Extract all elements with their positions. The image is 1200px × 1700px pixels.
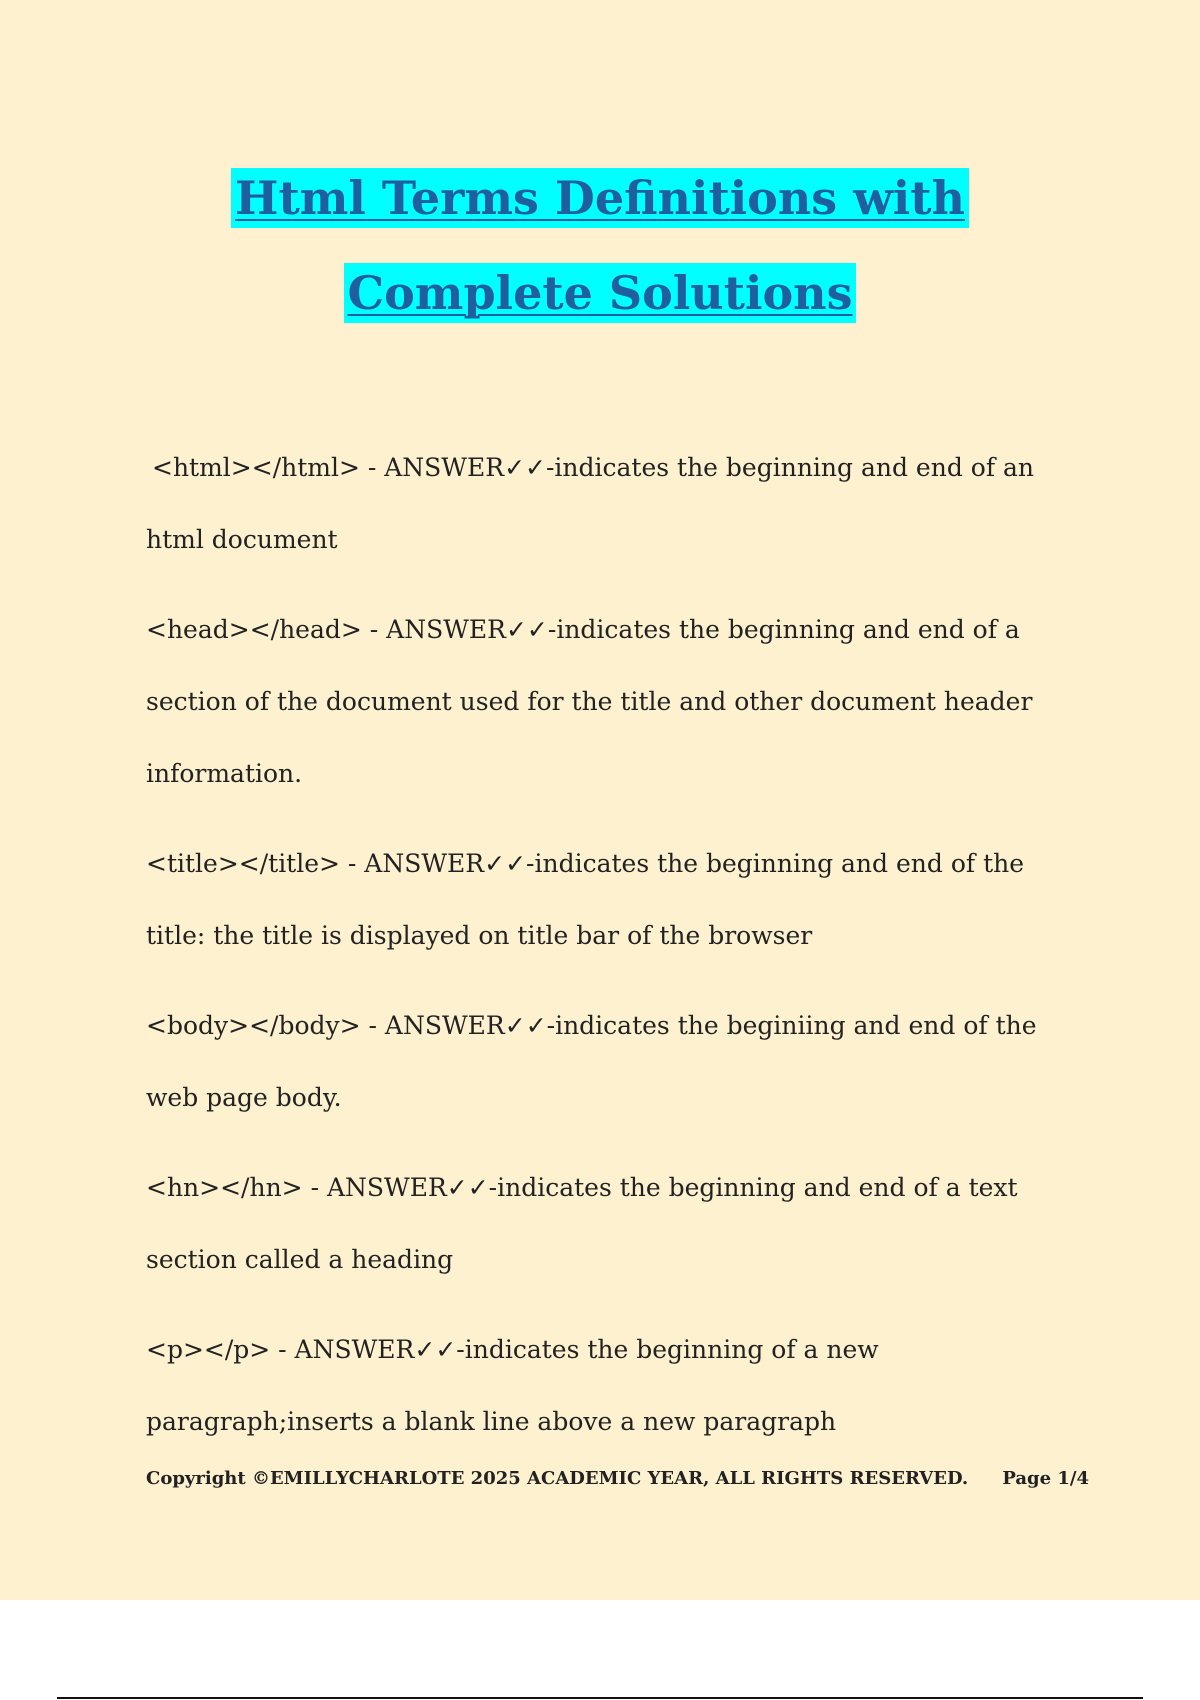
- copyright-notice: Copyright ©EMILLYCHARLOTE 2025 ACADEMIC YEAR, ALL RIGHTS RESERVED.: [146, 1468, 969, 1489]
- bottom-divider: [57, 1697, 1143, 1699]
- term-entry-p: <p></p> - ANSWER✓✓-indicates the beginning of a new paragraph;inserts a blank line above a new paragraph: [146, 1335, 879, 1436]
- title-line-2: Complete Solutions: [344, 263, 857, 323]
- page-number: Page 1/4: [1002, 1468, 1089, 1489]
- term-list: [146, 432, 1086, 1476]
- term-entry-title: <title></title> - ANSWER✓✓-indicates the beginning and end of the title: the title is displayed on title bar of the browser: [146, 849, 1025, 950]
- term-entry-html: <html></html> - ANSWER✓✓-indicates the beginning and end of an html document: [146, 453, 1035, 554]
- title-line-1: Html Terms Definitions with: [231, 168, 969, 228]
- term-entry-hn: <hn></hn> - ANSWER✓✓-indicates the beginning and end of a text section called a heading: [146, 1173, 1018, 1274]
- term-entry-body: <body></body> - ANSWER✓✓-indicates the beginiing and end of the web page body.: [146, 1011, 1037, 1112]
- document-title: [0, 168, 1200, 358]
- page-footer: [146, 1468, 1089, 1489]
- term-entry-head: <head></head> - ANSWER✓✓-indicates the beginning and end of a section of the document used for the title and other document header information.: [146, 615, 1033, 788]
